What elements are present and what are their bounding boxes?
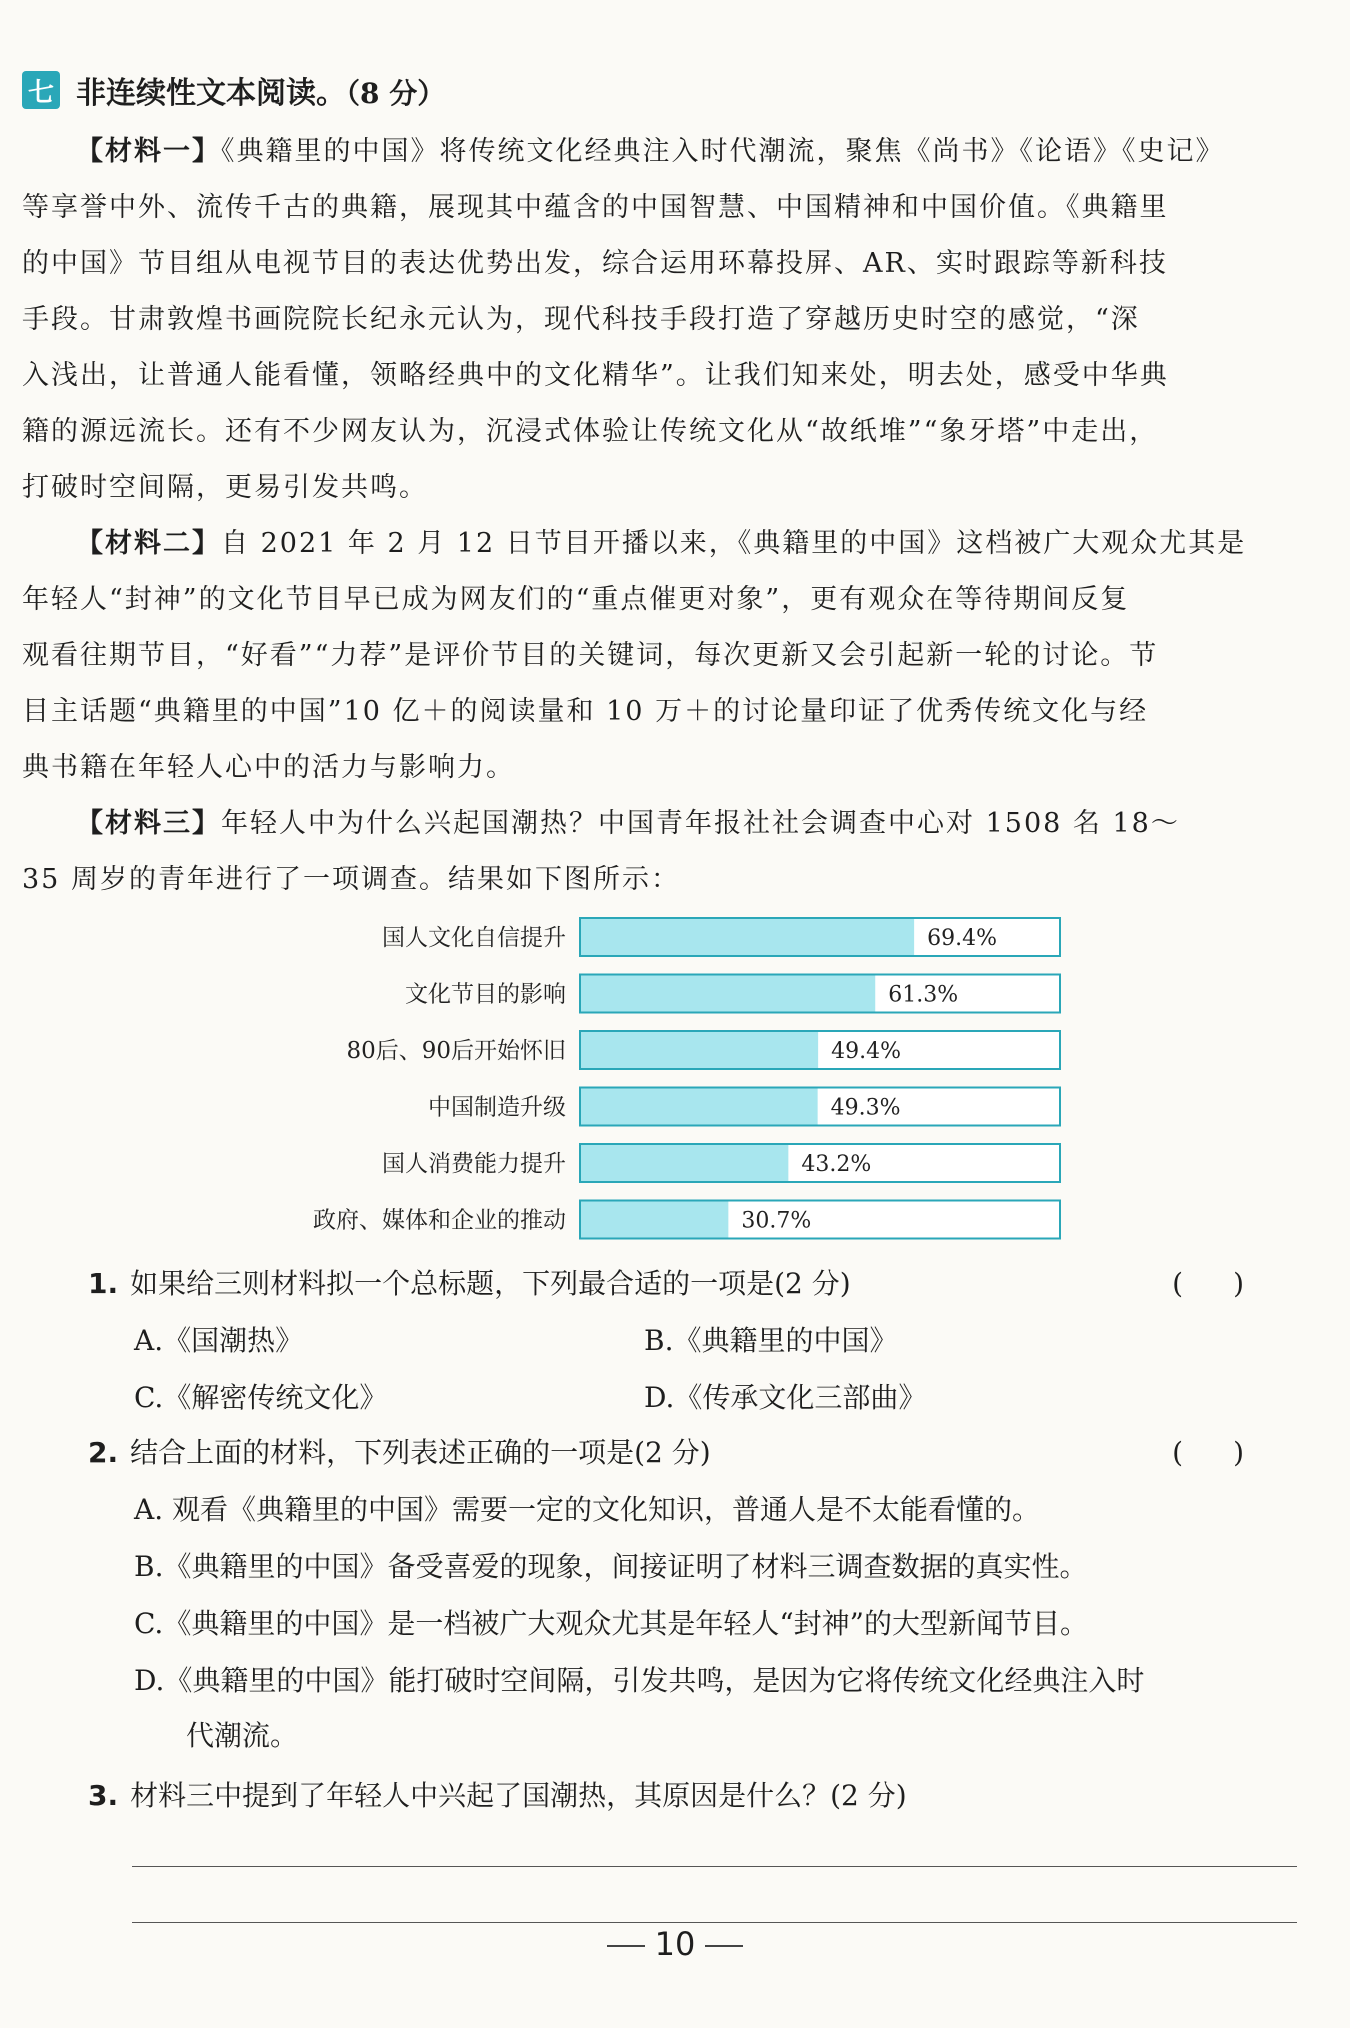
- material-two-line: 【材料二】自 2021 年 2 月 12 日节目开播以来，《典籍里的中国》这档被广大观众尤其是: [76, 528, 1247, 559]
- material-two: [22, 516, 1294, 796]
- page-number: 10: [0, 1925, 1350, 1963]
- option-a[interactable]: A. 观看《典籍里的中国》需要一定的文化知识，普通人是不太能看懂的。: [134, 1493, 1041, 1526]
- material-one: [22, 124, 1294, 516]
- material-one-line: 等享誉中外、流传千古的典籍，展现其中蕴含的中国智慧、中国精神和中国价值。《典籍里: [22, 192, 1169, 223]
- option-d-continued: 代潮流。: [186, 1719, 299, 1752]
- bar: [581, 1145, 788, 1181]
- bar: [581, 1032, 818, 1068]
- answer-line[interactable]: [132, 1866, 1297, 1867]
- category-label: 政府、媒体和企业的推动: [313, 1207, 566, 1234]
- option-c[interactable]: C.《解密传统文化》: [134, 1381, 388, 1414]
- bar: [581, 919, 914, 955]
- option-b[interactable]: B.《典籍里的中国》: [644, 1324, 898, 1357]
- question-text: 结合上面的材料，下列表述正确的一项是(2 分): [130, 1436, 711, 1469]
- option-c[interactable]: C.《典籍里的中国》是一档被广大观众尤其是年轻人“封神”的大型新闻节目。: [134, 1607, 1088, 1640]
- value-label: 61.3%: [888, 982, 959, 1008]
- section-header: [22, 68, 445, 112]
- material-one-line: 入浅出，让普通人能看懂，领略经典中的文化精华”。让我们知来处，明去处，感受中华典: [22, 360, 1169, 391]
- material-two-line: 年轻人“封神”的文化节目早已成为网友们的“重点催更对象”，更有观众在等待期间反复: [22, 584, 1130, 615]
- chart-svg: [200, 910, 1080, 1245]
- category-label: 国人文化自信提升: [382, 925, 566, 951]
- question-number: 3.: [88, 1779, 119, 1812]
- option-d[interactable]: D.《传承文化三部曲》: [644, 1381, 927, 1414]
- material-one-line: 手段。甘肃敦煌书画院院长纪永元认为，现代科技手段打造了穿越历史时空的感觉，“深: [22, 304, 1140, 335]
- option-b[interactable]: B.《典籍里的中国》备受喜爱的现象，间接证明了材料三调查数据的真实性。: [134, 1550, 1088, 1583]
- material-two-line: 目主话题“典籍里的中国”10 亿＋的阅读量和 10 万＋的讨论量印证了优秀传统文化与经: [22, 696, 1149, 727]
- material-one-label: 【材料一】: [76, 136, 221, 167]
- category-label: 国人消费能力提升: [382, 1151, 566, 1177]
- material-three-line: 【材料三】年轻人中为什么兴起国潮热？中国青年报社社会调查中心对 1508 名 18～: [76, 808, 1180, 839]
- material-three-line: 35 周岁的青年进行了一项调查。结果如下图所示：: [22, 864, 680, 895]
- page-number-dash: [607, 1945, 645, 1947]
- question-1: [88, 1256, 1298, 1312]
- page-number-dash: [705, 1945, 743, 1947]
- question-number: 1.: [88, 1267, 119, 1300]
- bar: [581, 1202, 728, 1238]
- option-d[interactable]: D.《典籍里的中国》能打破时空间隔，引发共鸣，是因为它将传统文化经典注入时: [134, 1664, 1145, 1697]
- category-label: 中国制造升级: [428, 1094, 566, 1121]
- category-label: 80后、90后开始怀旧: [346, 1038, 566, 1064]
- value-label: 49.3%: [830, 1095, 901, 1121]
- survey-bar-chart: [200, 910, 1080, 1245]
- section-title: [76, 68, 445, 112]
- material-one-line: 的中国》节目组从电视节目的表达优势出发，综合运用环幕投屏、AR、实时跟踪等新科技: [22, 248, 1168, 279]
- value-label: 69.4%: [927, 926, 998, 951]
- option-a[interactable]: A.《国潮热》: [134, 1324, 304, 1357]
- question-2: [88, 1425, 1298, 1481]
- material-two-line: 观看往期节目，“好看”“力荐”是评价节目的关键词，每次更新又会引起新一轮的讨论。节: [22, 640, 1159, 671]
- material-one-line: 籍的源远流长。还有不少网友认为，沉浸式体验让传统文化从“故纸堆”“象牙塔”中走出，: [22, 416, 1159, 447]
- material-one-line: 打破时空间隔，更易引发共鸣。: [22, 472, 428, 503]
- answer-line[interactable]: [132, 1922, 1297, 1923]
- section-badge: 七: [22, 71, 60, 109]
- material-two-line: 典书籍在年轻人心中的活力与影响力。: [22, 752, 515, 783]
- category-label: 文化节目的影响: [405, 981, 566, 1008]
- value-label: 30.7%: [741, 1208, 812, 1234]
- question-text: 材料三中提到了年轻人中兴起了国潮热，其原因是什么？(2 分): [130, 1779, 907, 1812]
- section-title-text: 非连续性文本阅读。: [76, 76, 346, 111]
- material-one-line: 【材料一】《典籍里的中国》将传统文化经典注入时代潮流，聚焦《尚书》《论语》《史记》: [76, 136, 1225, 167]
- value-label: 43.2%: [801, 1152, 872, 1177]
- bar: [581, 1089, 818, 1125]
- value-label: 49.4%: [831, 1039, 902, 1064]
- material-three-label: 【材料三】: [76, 808, 221, 839]
- answer-bracket[interactable]: (): [1172, 1267, 1294, 1300]
- question-number: 2.: [88, 1436, 119, 1469]
- question-3: [88, 1768, 1298, 1824]
- question-text: 如果给三则材料拟一个总标题，下列最合适的一项是(2 分): [130, 1267, 851, 1300]
- material-three: [22, 796, 1294, 908]
- answer-bracket[interactable]: (): [1172, 1436, 1294, 1469]
- material-two-label: 【材料二】: [76, 528, 221, 559]
- section-score: （8 分）: [346, 77, 446, 110]
- bar: [581, 976, 875, 1012]
